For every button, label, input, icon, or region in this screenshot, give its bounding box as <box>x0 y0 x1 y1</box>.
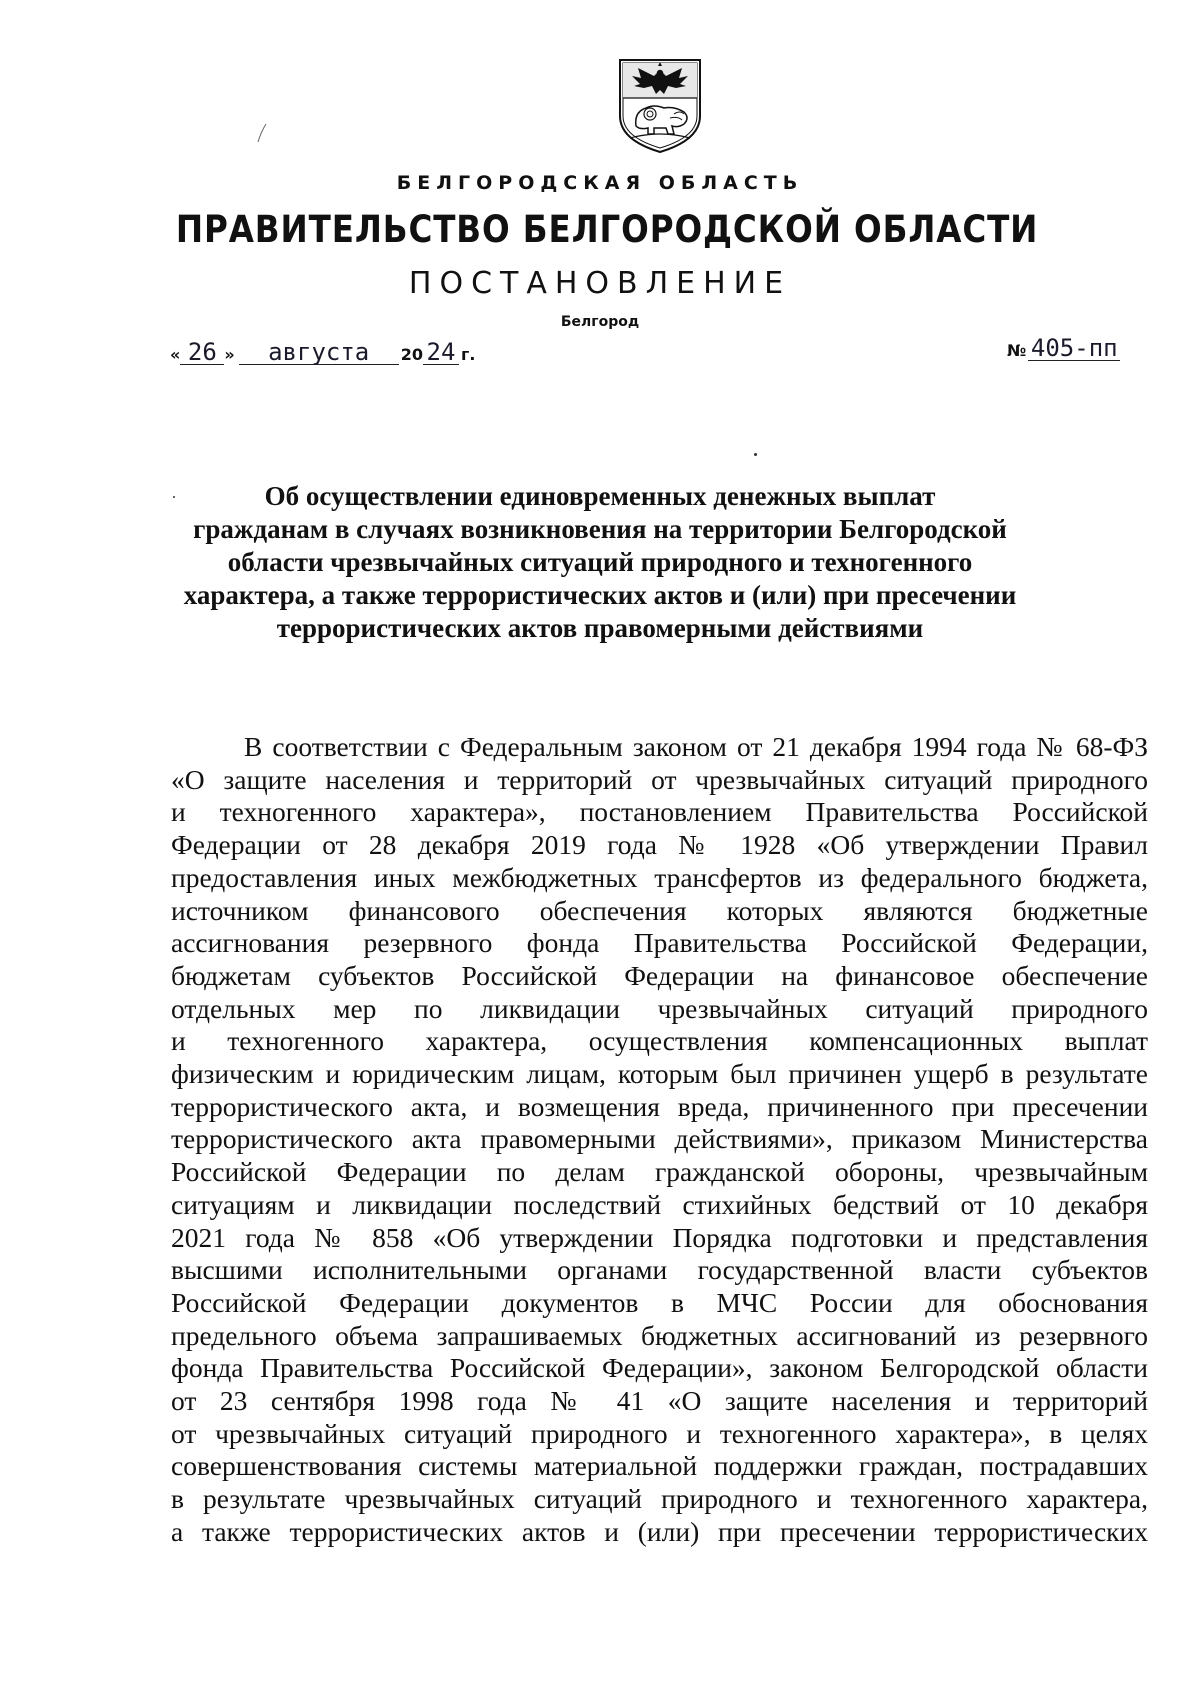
number-value: 405-пп <box>1028 336 1120 361</box>
body-line: отдельных мер по ликвидации чрезвычайных ситуаций природного <box>171 992 1148 1024</box>
body-line: источником финансового обеспечения которых являются бюджетные <box>171 894 1148 926</box>
date-close-quote: » <box>224 345 235 364</box>
date-year-prefix: 20 <box>400 345 423 364</box>
body-line: Федерации от 28 декабря 2019 года № 1928 «Об утверждении Правил <box>171 829 1148 861</box>
date-year-suffix: 24 <box>423 340 459 365</box>
preamble-paragraph <box>171 731 1148 1549</box>
body-line: от чрезвычайных ситуаций природного и техногенного характера», в целях <box>171 1417 1148 1449</box>
document-title <box>0 480 1200 645</box>
body-line: 2021 года № 858 «Об утверждении Порядка подготовки и представления <box>171 1221 1148 1253</box>
body-line: в результате чрезвычайных ситуаций природного и техногенного характера, <box>171 1483 1148 1515</box>
body-line: «О защите населения и территорий от чрезвычайных ситуаций природного <box>171 763 1148 795</box>
date-year-abbr: г. <box>460 345 476 364</box>
date-month: августа <box>239 340 399 365</box>
title-line: области чрезвычайных ситуаций природного и техногенного <box>227 547 973 577</box>
body-line: террористического акта правомерными действиями», приказом Министерства <box>171 1123 1148 1155</box>
body-line: совершенствования системы материальной поддержки граждан, пострадавших <box>171 1450 1148 1482</box>
body-line: террористического акта, и возмещения вреда, причиненного при пресечении <box>171 1090 1148 1122</box>
body-line: бюджетам субъектов Российской Федерации на финансовое обеспечение <box>171 959 1148 991</box>
title-line: террористических актов правомерными действиями <box>276 613 924 643</box>
document-number <box>1007 336 1120 361</box>
body-line: Российской Федерации по делам гражданской обороны, чрезвычайным <box>171 1156 1148 1188</box>
body-line: Российской Федерации документов в МЧС России для обоснования <box>171 1286 1148 1318</box>
city-name: Белгород <box>560 314 640 330</box>
body-line: ассигнования резервного фонда Правительства Российской Федерации, <box>171 927 1148 959</box>
title-line: Об осуществлении единовременных денежных выплат <box>264 481 936 511</box>
document-type: ПОСТАНОВЛЕНИЕ <box>408 266 792 301</box>
body-line: высшими исполнительными органами государственной власти субъектов <box>171 1254 1148 1286</box>
body-line: В соответствии с Федеральным законом от 21 декабря 1994 года № 68-ФЗ <box>244 731 1148 762</box>
body-line: физическим и юридическим лицам, которым был причинен ущерб в результате <box>171 1058 1148 1090</box>
date-open-quote: « <box>170 345 181 364</box>
body-line: и техногенного характера», постановлением Правительства Российской <box>171 796 1148 828</box>
document-date <box>170 340 475 365</box>
coat-of-arms-icon <box>614 56 706 156</box>
ink-dot <box>754 453 757 456</box>
region-name: БЕЛГОРОДСКАЯ ОБЛАСТЬ <box>396 172 804 194</box>
title-line: характера, а также террористических актов и (или) при пресечении <box>183 580 1017 610</box>
body-line: и техногенного характера, осуществления компенсационных выплат <box>171 1025 1148 1057</box>
body-line: от 23 сентября 1998 года № 41 «О защите населения и территорий <box>171 1385 1148 1417</box>
government-name: ПРАВИТЕЛЬСТВО БЕЛГОРОДСКОЙ ОБЛАСТИ <box>175 208 1039 251</box>
body-line: ситуациям и ликвидации последствий стихийных бедствий от 10 декабря <box>171 1188 1148 1220</box>
pen-mark <box>256 123 268 143</box>
body-line: а также террористических актов и (или) при пресечении террористических <box>171 1515 1148 1547</box>
body-line: предоставления иных межбюджетных трансфертов из федерального бюджета, <box>171 861 1148 893</box>
number-label: № <box>1007 341 1027 360</box>
date-day: 26 <box>180 340 224 365</box>
body-line: предельного объема запрашиваемых бюджетных ассигнований из резервного <box>171 1319 1148 1351</box>
title-line: гражданам в случаях возникновения на территории Белгородской <box>193 514 1007 544</box>
body-line: фонда Правительства Российской Федерации», законом Белгородской области <box>171 1352 1148 1384</box>
